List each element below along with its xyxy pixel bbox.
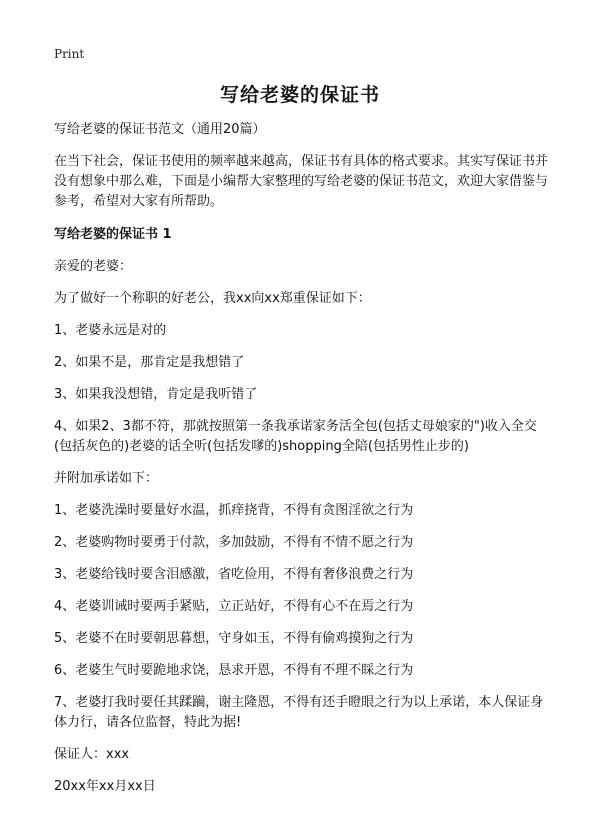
promise-item: 5、老婆不在时要朝思暮想，守身如玉，不得有偷鸡摸狗之行为: [54, 631, 414, 646]
guarantee-item: 3、如果我没想错，肯定是我听错了: [54, 387, 258, 402]
additional-heading: 并附加承诺如下：: [54, 471, 159, 486]
promise-item: 4、老婆训诫时要两手紧贴，立正站好，不得有心不在焉之行为: [54, 599, 414, 614]
document-title: 写给老婆的保证书: [219, 84, 380, 106]
promise-item: 3、老婆给钱时要含泪感激，省吃俭用，不得有奢侈浪费之行为: [54, 567, 414, 582]
section-heading: 写给老婆的保证书 1: [54, 227, 172, 242]
promise-item: 2、老婆购物时要勇于付款，多加鼓励，不得有不情不愿之行为: [54, 535, 414, 550]
promise-item: 7、老婆打我时要任其蹂躏，谢主隆恩，不得有还手瞪眼之行为以上承诺，本人保证身体力行，请各位监督，特此为据!: [54, 695, 544, 730]
guarantee-item: 2、如果不是，那肯定是我想错了: [54, 355, 245, 370]
document-subtitle: 写给老婆的保证书范文（通用20篇）: [54, 122, 266, 137]
promise-item: 6、老婆生气时要跪地求饶，恳求开恩，不得有不理不睬之行为: [54, 663, 414, 678]
promise-item: 1、老婆洗澡时要量好水温，抓痒挠背，不得有贪图淫欲之行为: [54, 503, 414, 518]
print-label[interactable]: Print: [54, 47, 85, 61]
signature-date: 20xx年xx月xx日: [54, 779, 156, 794]
intro-paragraph: 在当下社会，保证书使用的频率越来越高，保证书有具体的格式要求。其实写保证书并没有想象中那么难，下面是小编帮大家整理的写给老婆的保证书范文，欢迎大家借鉴与参考，希望对大家有所帮助。: [54, 154, 549, 209]
guarantee-item: 4、如果2、3都不符，那就按照第一条我承诺家务活全包(包括丈母娘家的")收入全交(包括灰色的)老婆的话全听(包括发嗲的)shopping全陪(包括男性止步的): [54, 419, 537, 454]
signatory: 保证人：xxx: [54, 747, 130, 762]
guarantee-item: 1、老婆永远是对的: [54, 323, 167, 338]
salutation: 亲爱的老婆：: [54, 259, 133, 274]
opening-line: 为了做好一个称职的好老公，我xx向xx郑重保证如下：: [54, 291, 371, 306]
document-body: [54, 120, 550, 809]
